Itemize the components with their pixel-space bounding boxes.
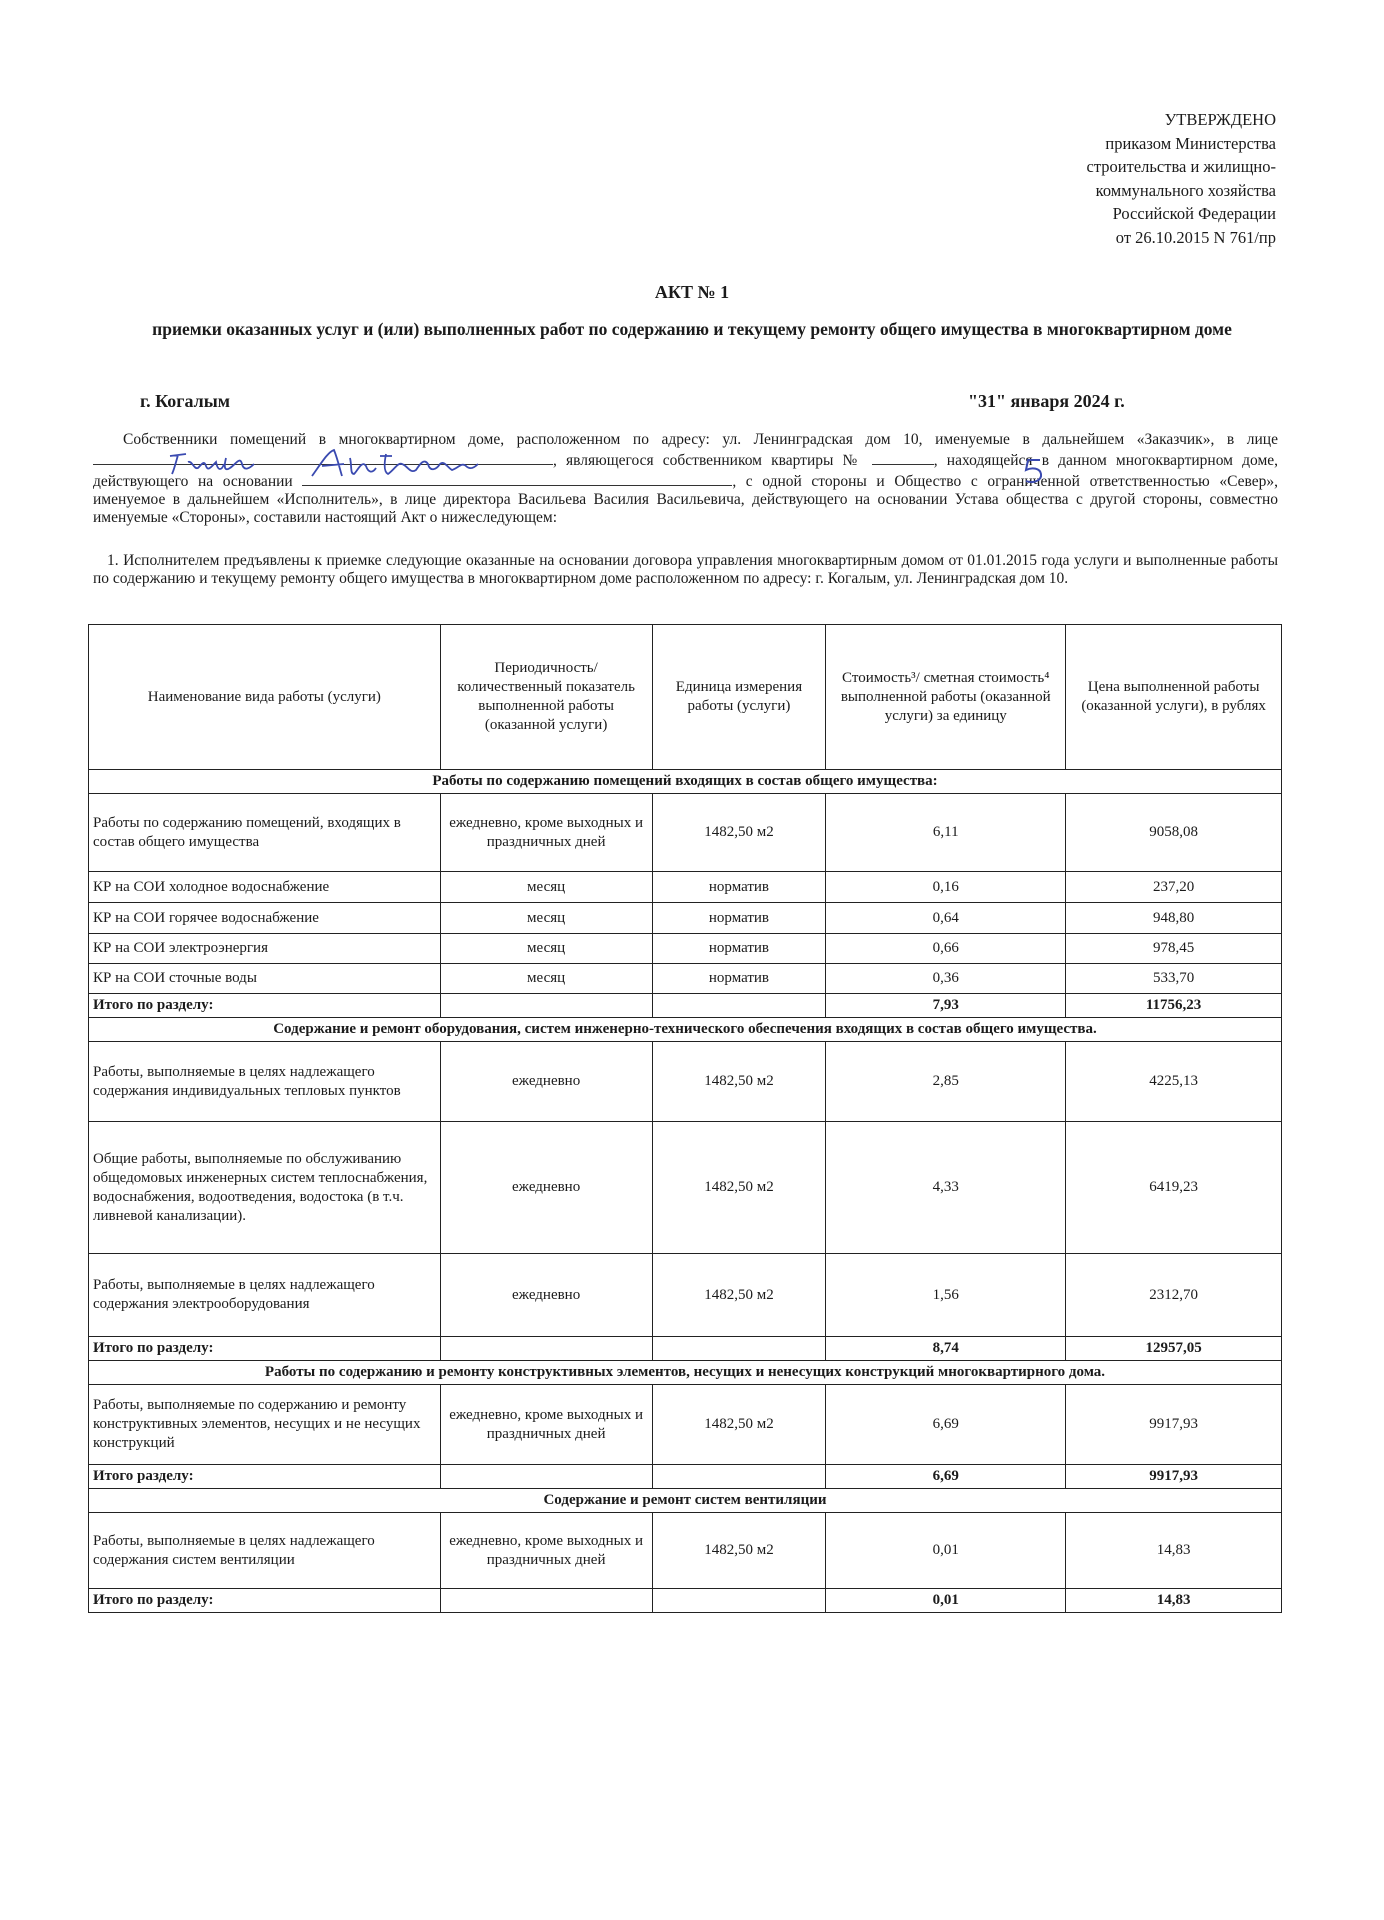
cell-unit: норматив	[652, 934, 826, 964]
cell-work-name: КР на СОИ холодное водоснабжение	[89, 872, 441, 903]
cell-work-name: Работы, выполняемые в целях надлежащего содержания систем вентиляции	[89, 1513, 441, 1589]
cell-unit: норматив	[652, 872, 826, 903]
cell-periodicity: месяц	[440, 903, 652, 934]
cell-unit-cost: 0,36	[826, 964, 1066, 994]
act-city: г. Когалым	[140, 391, 231, 411]
cell-unit-cost: 1,56	[826, 1254, 1066, 1337]
cell-unit: 1482,50 м2	[652, 794, 826, 872]
act-date: "31" января 2024 г.	[968, 391, 1125, 411]
cell-unit: 1482,50 м2	[652, 1254, 826, 1337]
cell-unit-cost: 0,64	[826, 903, 1066, 934]
works-table	[88, 624, 1282, 1613]
total-label: Итого по разделу:	[89, 1589, 441, 1613]
cell-unit-cost: 4,33	[826, 1122, 1066, 1254]
section-header-row	[89, 1489, 1282, 1513]
cell-unit: 1482,50 м2	[652, 1122, 826, 1254]
cell-periodicity: месяц	[440, 872, 652, 903]
table-row	[89, 872, 1282, 903]
intro-text-c: , находящейся в данном многоквартирном доме, действующего на основании	[93, 452, 1279, 490]
header-price: Цена выполненной работы (оказанной услуги), в рублях	[1066, 625, 1282, 770]
cell-unit-cost: 0,66	[826, 934, 1066, 964]
section-header-row	[89, 1018, 1282, 1042]
cell-price: 9058,08	[1066, 794, 1282, 872]
cell-work-name: КР на СОИ электроэнергия	[89, 934, 441, 964]
table-row	[89, 1122, 1282, 1254]
table-header-row	[89, 625, 1282, 770]
empty-cell	[440, 1337, 652, 1361]
section-title: Содержание и ремонт систем вентиляции	[89, 1489, 1282, 1513]
cell-periodicity: ежедневно, кроме выходных и праздничных дней	[440, 1385, 652, 1465]
act-subtitle: приемки оказанных услуг и (или) выполненных работ по содержанию и текущему ремонту общего имущества в многоквартирном доме	[152, 319, 1232, 339]
cell-price: 237,20	[1066, 872, 1282, 903]
empty-cell	[652, 1589, 826, 1613]
total-unit-cost: 7,93	[826, 994, 1066, 1018]
cell-price: 978,45	[1066, 934, 1282, 964]
cell-work-name: Общие работы, выполняемые по обслуживанию общедомовых инженерных систем теплоснабжения, водоснабжения, водоотведения, водостока (в т.ч. ливневой канализации).	[89, 1122, 441, 1254]
table-row	[89, 1385, 1282, 1465]
cell-work-name: КР на СОИ горячее водоснабжение	[89, 903, 441, 934]
approval-line: от 26.10.2015 N 761/пр	[1115, 227, 1276, 247]
cell-periodicity: ежедневно, кроме выходных и праздничных дней	[440, 794, 652, 872]
cell-periodicity: месяц	[440, 934, 652, 964]
approval-line: приказом Министерства	[1105, 133, 1276, 153]
intro-text-a: Собственники помещений в многоквартирном доме, расположенном по адресу: ул. Ленинградская дом 10, именуемые в дальнейшем «Заказчик», в лице	[123, 431, 1278, 448]
total-label: Итого по разделу:	[89, 994, 441, 1018]
section-total-row	[89, 1589, 1282, 1613]
total-unit-cost: 0,01	[826, 1589, 1066, 1613]
section-title: Работы по содержанию и ремонту конструктивных элементов, несущих и ненесущих конструкций многоквартирного дома.	[89, 1361, 1282, 1385]
table-row	[89, 1254, 1282, 1337]
section-header-row	[89, 1361, 1282, 1385]
section-title: Содержание и ремонт оборудования, систем инженерно-технического обеспечения входящих в состав общего имущества.	[89, 1018, 1282, 1042]
cell-work-name: Работы, выполняемые по содержанию и ремонту конструктивных элементов, несущих и не несущих конструкций	[89, 1385, 441, 1465]
cell-work-name: КР на СОИ сточные воды	[89, 964, 441, 994]
intro-text-d: , с одной стороны и Общество с ограниченной ответственностью «Север», именуемое в дальнейшем «Исполнитель», в лице директора Васильева Василия Васильевича, действующего на основании Устава общества с другой стороны, совместно именуемые «Стороны», составили настоящий Акт о нижеследующем:	[93, 473, 1279, 526]
cell-periodicity: ежедневно	[440, 1254, 652, 1337]
total-unit-cost: 8,74	[826, 1337, 1066, 1361]
total-price: 12957,05	[1066, 1337, 1282, 1361]
empty-cell	[652, 994, 826, 1018]
cell-price: 6419,23	[1066, 1122, 1282, 1254]
table-row	[89, 1042, 1282, 1122]
table-row	[89, 934, 1282, 964]
intro-text-b: , являющегося собственником квартиры №	[553, 452, 863, 469]
approval-line: коммунального хозяйства	[1095, 180, 1276, 200]
cell-periodicity: ежедневно, кроме выходных и праздничных дней	[440, 1513, 652, 1589]
cell-unit: 1482,50 м2	[652, 1385, 826, 1465]
cell-unit-cost: 0,01	[826, 1513, 1066, 1589]
empty-cell	[440, 994, 652, 1018]
empty-cell	[652, 1465, 826, 1489]
section-title: Работы по содержанию помещений входящих в состав общего имущества:	[89, 770, 1282, 794]
header-unit: Единица измерения работы (услуги)	[652, 625, 826, 770]
table-row	[89, 794, 1282, 872]
section-total-row	[89, 1465, 1282, 1489]
total-price: 11756,23	[1066, 994, 1282, 1018]
cell-price: 948,80	[1066, 903, 1282, 934]
handwritten-name	[162, 444, 502, 482]
header-work-name: Наименование вида работы (услуги)	[89, 625, 441, 770]
cell-unit: 1482,50 м2	[652, 1513, 826, 1589]
approval-line: УТВЕРЖДЕНО	[1164, 110, 1276, 129]
header-periodicity: Периодичность/ количественный показатель выполненной работы (оказанной услуги)	[440, 625, 652, 770]
act-title: АКТ № 1	[654, 282, 730, 302]
empty-cell	[652, 1337, 826, 1361]
section-total-row	[89, 1337, 1282, 1361]
header-unit-cost: Стоимость³/ сметная стоимость⁴ выполненной работы (оказанной услуги) за единицу	[826, 625, 1066, 770]
cell-work-name: Работы, выполняемые в целях надлежащего содержания индивидуальных тепловых пунктов	[89, 1042, 441, 1122]
cell-periodicity: ежедневно	[440, 1042, 652, 1122]
total-price: 14,83	[1066, 1589, 1282, 1613]
approval-stamp-block	[1087, 108, 1276, 249]
total-price: 9917,93	[1066, 1465, 1282, 1489]
cell-unit-cost: 0,16	[826, 872, 1066, 903]
clause-1-text: 1. Исполнителем предъявлены к приемке следующие оказанные на основании договора управления многоквартирным домом от 01.01.2015 года услуги и выполненные работы по содержанию и текущему ремонту общего имущества в многоквартирном доме расположенном по адресу: г. Когалым, ул. Ленинградская дом 10.	[93, 552, 1278, 587]
cell-unit: норматив	[652, 903, 826, 934]
handwritten-apartment-number	[1010, 456, 1060, 486]
total-label: Итого по разделу:	[89, 1337, 441, 1361]
cell-price: 4225,13	[1066, 1042, 1282, 1122]
cell-unit-cost: 2,85	[826, 1042, 1066, 1122]
empty-cell	[440, 1465, 652, 1489]
cell-periodicity: ежедневно	[440, 1122, 652, 1254]
cell-periodicity: месяц	[440, 964, 652, 994]
cell-price: 9917,93	[1066, 1385, 1282, 1465]
total-label: Итого разделу:	[89, 1465, 441, 1489]
cell-unit-cost: 6,69	[826, 1385, 1066, 1465]
cell-price: 14,83	[1066, 1513, 1282, 1589]
table-row	[89, 1513, 1282, 1589]
section-header-row	[89, 770, 1282, 794]
cell-unit: норматив	[652, 964, 826, 994]
total-unit-cost: 6,69	[826, 1465, 1066, 1489]
cell-unit-cost: 6,11	[826, 794, 1066, 872]
section-total-row	[89, 994, 1282, 1018]
table-row	[89, 903, 1282, 934]
cell-unit: 1482,50 м2	[652, 1042, 826, 1122]
cell-work-name: Работы по содержанию помещений, входящих в состав общего имущества	[89, 794, 441, 872]
empty-cell	[440, 1589, 652, 1613]
clause-1	[93, 552, 1278, 588]
apartment-number-line	[872, 449, 934, 465]
cell-work-name: Работы, выполняемые в целях надлежащего содержания электрооборудования	[89, 1254, 441, 1337]
table-row	[89, 964, 1282, 994]
approval-line: строительства и жилищно-	[1086, 157, 1276, 176]
approval-line: Российской Федерации	[1112, 204, 1276, 223]
cell-price: 533,70	[1066, 964, 1282, 994]
cell-price: 2312,70	[1066, 1254, 1282, 1337]
